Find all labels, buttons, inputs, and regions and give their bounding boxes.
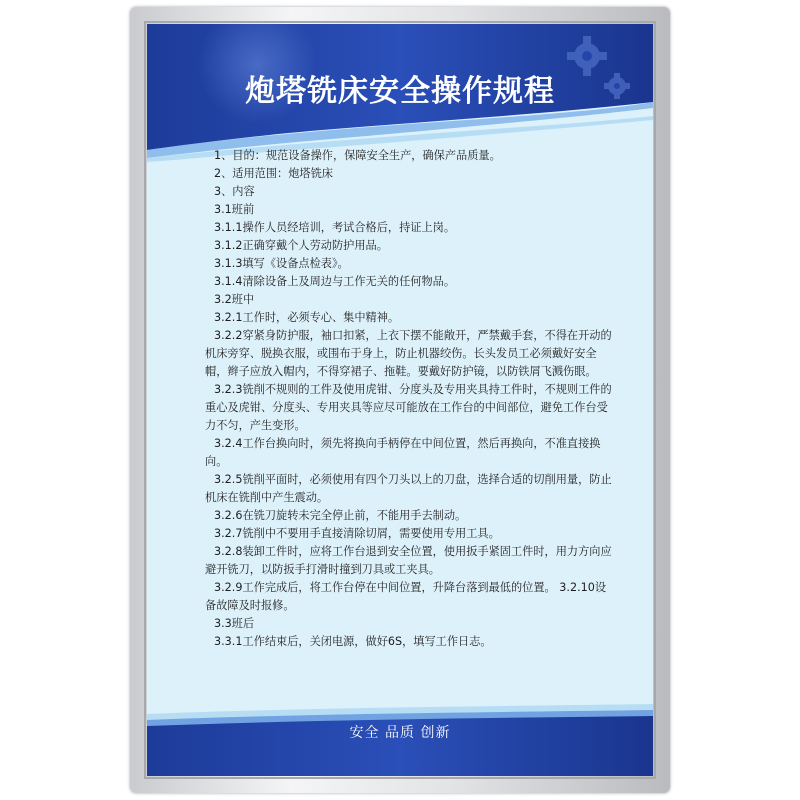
regulation-line: 3.3.1工作结束后，关闭电源，做好6S，填写工作日志。	[214, 635, 492, 648]
regulation-line: 3、内容	[214, 185, 255, 198]
regulation-line: 1、目的：规范设备操作，保障安全生产，确保产品质量。	[214, 149, 501, 162]
safety-poster	[147, 24, 653, 776]
slogan: 安全 品质 创新	[349, 725, 451, 741]
regulation-line: 3.2.9工作完成后，将工作台停在中间位置，升降台落到最低的位置。 3.2.10设备故障及时报修。	[205, 581, 607, 612]
regulation-line: 3.2.1工作时，必须专心、集中精神。	[214, 311, 400, 324]
regulation-line: 3.2班中	[214, 293, 255, 306]
regulation-line: 3.2.3铣削不规则的工件及使用虎钳、分度头及专用夹具持工件时，不规则工件的重心及虎钳、分度头、专用夹具等应尽可能放在工作台的中间部位，避免工作台受力不匀，产生变形。	[205, 383, 612, 432]
regulation-line: 3.1班前	[214, 203, 255, 216]
poster-title: 炮塔铣床安全操作规程	[245, 74, 555, 109]
regulation-line: 3.1.1操作人员经培训，考试合格后，持证上岗。	[214, 221, 456, 234]
regulation-line: 3.1.3填写《设备点检表》。	[214, 257, 349, 270]
regulation-line: 3.1.2正确穿戴个人劳动防护用品。	[214, 239, 388, 252]
regulation-line: 3.2.4工作台换向时，须先将换向手柄停在中间位置，然后再换向，不准直接换向。	[205, 437, 601, 468]
regulation-line: 3.2.5铣削平面时，必须使用有四个刀头以上的刀盘，选择合适的切削用量，防止机床在铣削中产生震动。	[205, 473, 612, 504]
regulation-line: 3.2.8装卸工件时，应将工作台退到安全位置，使用扳手紧固工件时，用力方向应避开铣刀，以防扳手打滑时撞到刀具或工夹具。	[205, 545, 612, 576]
regulation-line: 3.1.4清除设备上及周边与工作无关的任何物品。	[214, 275, 456, 288]
regulation-line: 2、适用范围：炮塔铣床	[214, 167, 333, 180]
regulation-line: 3.2.6在铣刀旋转未完全停止前，不能用手去制动。	[214, 509, 467, 522]
regulation-text	[205, 147, 617, 651]
regulation-line: 3.3班后	[214, 617, 255, 630]
regulation-line: 3.2.7铣削中不要用手直接清除切屑，需要使用专用工具。	[214, 527, 500, 540]
regulation-line: 3.2.2穿紧身防护服，袖口扣紧，上衣下摆不能敞开，严禁戴手套，不得在开动的机床旁穿、脱换衣服，或围布于身上，防止机器绞伤。长头发员工必须戴好安全帽，辫子应放入帽内，不得穿裙子、拖鞋。要戴好防护镜，以防铁屑飞溅伤眼。	[205, 329, 612, 378]
